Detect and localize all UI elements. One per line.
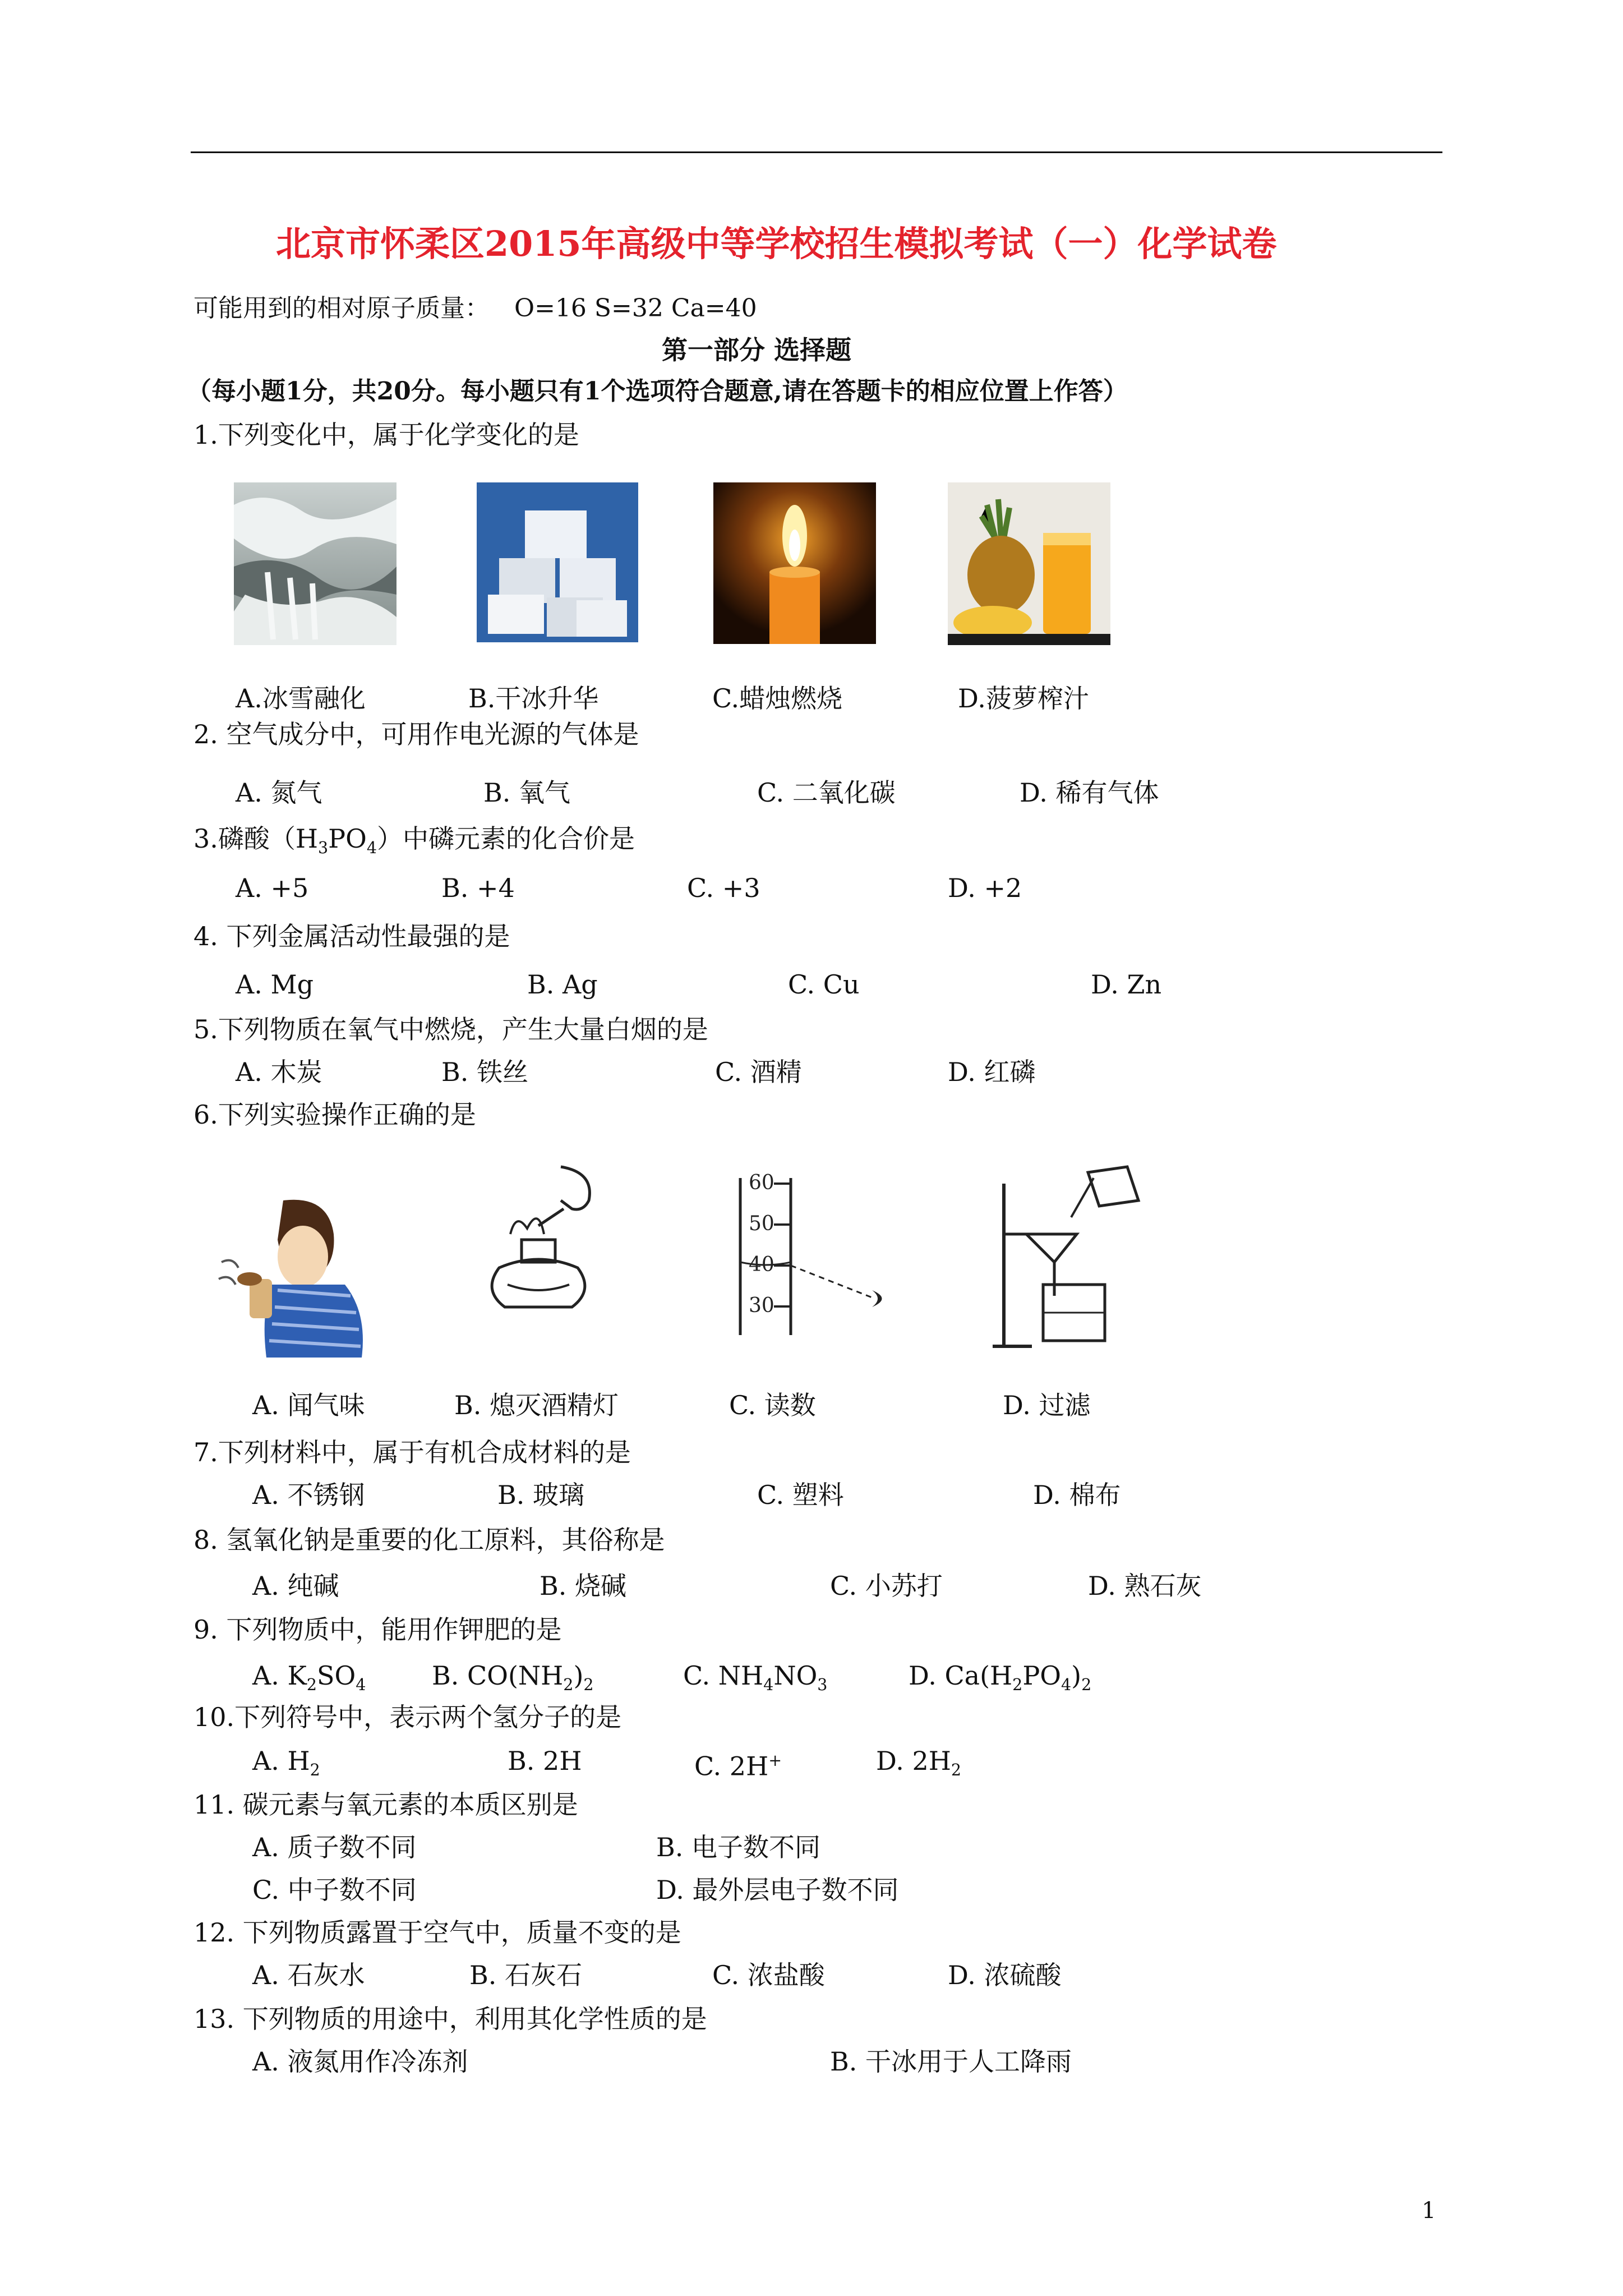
question-12-option-b: B. 石灰石: [469, 1960, 583, 1990]
question-2-option-b: B. 氧气: [483, 777, 571, 808]
question-7-stem: 7.下列材料中，属于有机合成材料的是: [193, 1437, 631, 1467]
question-10-stem: 10.下列符号中，表示两个氢分子的是: [193, 1702, 622, 1732]
atomic-mass-values: O=16 S=32 Ca=40: [514, 294, 757, 323]
question-9-stem: 9. 下列物质中，能用作钾肥的是: [193, 1614, 562, 1645]
question-3-option-b: B. +4: [441, 873, 515, 903]
page-number: 1: [1422, 2198, 1436, 2224]
atomic-mass-label: [193, 292, 757, 325]
candle-image: [713, 482, 876, 644]
question-8-option-b: B. 烧碱: [540, 1571, 627, 1601]
exam-title: 北京市怀柔区2015年高级中等学校招生模拟考试（一）化学试卷: [276, 223, 1277, 264]
question-6-option-a: A. 闻气味: [252, 1390, 365, 1420]
question-10-option-b: B. 2H: [508, 1746, 582, 1776]
question-10-option-c: C. 2H+: [694, 1751, 782, 1782]
question-9-option-d: D. $Ca(H_2PO_4)_2$: [909, 1660, 1092, 1695]
pineapple-juice-image: [948, 482, 1110, 645]
filtration-image: [987, 1156, 1150, 1358]
cylinder-tick-60: 60: [749, 1171, 774, 1194]
question-7-option-d: D. 棉布: [1033, 1480, 1121, 1510]
question-4-option-a: A. Mg: [236, 969, 314, 1000]
question-13-option-b: B. 干冰用于人工降雨: [830, 2046, 1072, 2077]
question-2-option-d: D. 稀有气体: [1020, 777, 1159, 808]
question-11-option-b: B. 电子数不同: [656, 1832, 821, 1862]
question-5-option-d: D. 红磷: [948, 1057, 1036, 1087]
cylinder-tick-30: 30: [749, 1294, 774, 1317]
question-5-option-a: A. 木炭: [236, 1057, 322, 1087]
question-1-option-b: B.干冰升华: [468, 683, 599, 714]
question-7-option-a: A. 不锈钢: [252, 1480, 365, 1510]
question-6-stem: 6.下列实验操作正确的是: [193, 1099, 476, 1130]
smelling-gas-image: [216, 1189, 379, 1358]
question-12-stem: 12. 下列物质露置于空气中，质量不变的是: [193, 1917, 681, 1948]
question-8-option-c: C. 小苏打: [830, 1571, 943, 1601]
question-11-stem: 11. 碳元素与氧元素的本质区别是: [193, 1789, 578, 1820]
question-6-option-c: C. 读数: [729, 1390, 816, 1420]
question-6-option-d: D. 过滤: [1003, 1390, 1091, 1420]
question-8-option-a: A. 纯碱: [252, 1571, 339, 1601]
question-2-stem: 2. 空气成分中，可用作电光源的气体是: [193, 719, 639, 749]
question-1-option-d: D.菠萝榨汁: [958, 683, 1089, 714]
question-10-option-d: D. $2H_2$: [876, 1746, 962, 1780]
question-4-option-d: D. Zn: [1091, 969, 1162, 1000]
question-3-option-c: C. +3: [687, 873, 760, 903]
question-1-option-a: A.冰雪融化: [236, 683, 366, 714]
alcohol-lamp-image: [477, 1156, 606, 1313]
section-instructions: （每小题1分，共20分。每小题只有1个选项符合题意,请在答题卡的相应位置上作答）: [187, 377, 1128, 406]
question-5-option-b: B. 铁丝: [441, 1057, 529, 1087]
snow-melting-image: [234, 482, 396, 645]
question-7-option-c: C. 塑料: [757, 1480, 844, 1510]
graduated-cylinder-image: [723, 1167, 909, 1341]
question-3-option-d: D. +2: [948, 873, 1022, 903]
question-11-option-a: A. 质子数不同: [252, 1832, 417, 1862]
question-12-option-c: C. 浓盐酸: [712, 1960, 825, 1990]
question-5-option-c: C. 酒精: [715, 1057, 802, 1087]
question-3-stem: 3.磷酸$(H_3PO_4)$中磷元素的化合价是: [193, 823, 635, 858]
question-12-option-d: D. 浓硫酸: [948, 1960, 1062, 1990]
question-2-option-c: C. 二氧化碳: [757, 777, 896, 808]
question-4-stem: 4. 下列金属活动性最强的是: [193, 921, 510, 951]
section-title: 第一部分 选择题: [662, 335, 852, 365]
question-4-option-b: B. Ag: [527, 969, 598, 1000]
cylinder-tick-40: 40: [749, 1253, 774, 1276]
question-10-option-a: A. $H_2$: [252, 1746, 320, 1780]
question-4-option-c: C. Cu: [788, 969, 860, 1000]
atomic-mass-caption: 可能用到的相对原子质量：: [193, 294, 490, 323]
question-2-option-a: A. 氮气: [236, 777, 322, 808]
question-11-option-d: D. 最外层电子数不同: [656, 1875, 899, 1905]
question-3-option-a: A. +5: [236, 873, 309, 903]
question-9-option-c: C. $NH_4NO_3$: [683, 1660, 828, 1695]
question-8-option-d: D. 熟石灰: [1088, 1571, 1202, 1601]
header-rule: [191, 151, 1442, 153]
question-5-stem: 5.下列物质在氧气中燃烧，产生大量白烟的是: [193, 1014, 708, 1045]
question-7-option-b: B. 玻璃: [497, 1480, 585, 1510]
cylinder-tick-50: 50: [749, 1212, 774, 1235]
question-12-option-a: A. 石灰水: [252, 1960, 365, 1990]
question-6-option-b: B. 熄灭酒精灯: [454, 1390, 619, 1420]
question-8-stem: 8. 氢氧化钠是重要的化工原料，其俗称是: [193, 1525, 665, 1555]
question-1-option-c: C.蜡烛燃烧: [712, 683, 843, 714]
question-11-option-c: C. 中子数不同: [252, 1875, 417, 1905]
question-13-option-a: A. 液氮用作冷冻剂: [252, 2046, 468, 2077]
question-9-option-a: A. $K_2SO_4$: [252, 1660, 366, 1695]
question-1-stem: 1.下列变化中，属于化学变化的是: [193, 420, 579, 450]
dry-ice-image: [477, 482, 638, 642]
question-9-option-b: B. $CO(NH_2)_2$: [432, 1660, 594, 1695]
question-13-stem: 13. 下列物质的用途中，利用其化学性质的是: [193, 2004, 707, 2034]
